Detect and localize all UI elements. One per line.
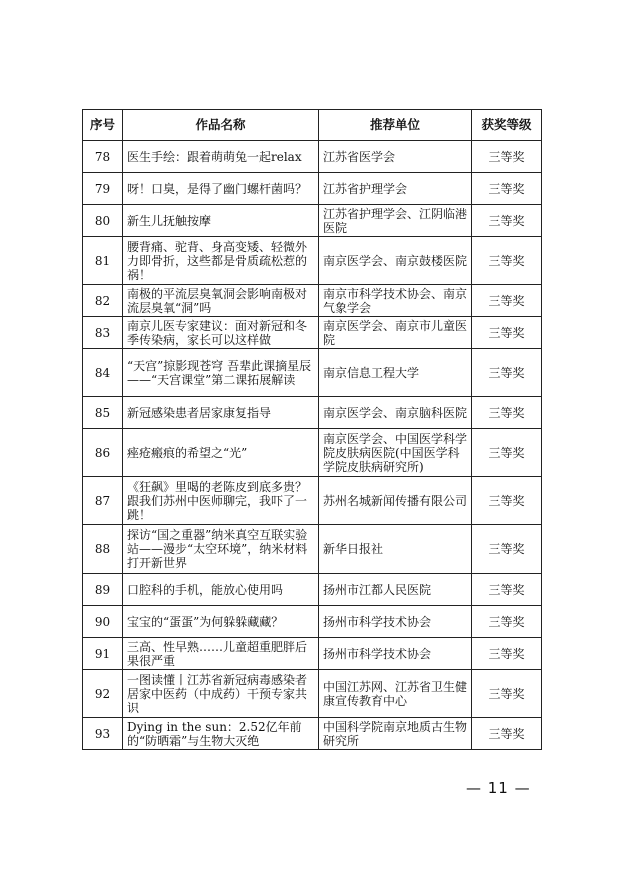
header-award-level: 获奖等级 — [472, 110, 542, 141]
cell-number: 79 — [83, 173, 123, 205]
cell-work-title: 三高、性早熟……儿童超重肥胖后果很严重 — [123, 638, 319, 670]
cell-recommending-unit: 南京医学会、南京脑科医院 — [319, 397, 472, 429]
cell-recommending-unit: 中国江苏网、江苏省卫生健康宣传教育中心 — [319, 670, 472, 718]
cell-recommending-unit: 南京医学会、南京鼓楼医院 — [319, 237, 472, 285]
header-work-title: 作品名称 — [123, 110, 319, 141]
table-row — [83, 574, 542, 606]
cell-number: 90 — [83, 606, 123, 638]
cell-award-level: 三等奖 — [472, 606, 542, 638]
cell-award-level: 三等奖 — [472, 141, 542, 173]
table-row — [83, 205, 542, 237]
cell-recommending-unit: 江苏省护理学会、江阴临港医院 — [319, 205, 472, 237]
header-recommending-unit: 推荐单位 — [319, 110, 472, 141]
table-header-row — [83, 110, 542, 141]
cell-award-level: 三等奖 — [472, 349, 542, 397]
table-row — [83, 525, 542, 574]
table-row — [83, 285, 542, 317]
cell-number: 81 — [83, 237, 123, 285]
cell-recommending-unit: 江苏省医学会 — [319, 141, 472, 173]
cell-work-title: 《狂飙》里喝的老陈皮到底多贵？跟我们苏州中医师聊完，我吓了一跳！ — [123, 477, 319, 525]
header-number: 序号 — [83, 110, 123, 141]
cell-work-title: 探访“国之重器”纳米真空互联实验站——漫步“太空环境”，纳米材料打开新世界 — [123, 525, 319, 574]
cell-work-title: 一图读懂丨江苏省新冠病毒感染者居家中医药（中成药）干预专家共识 — [123, 670, 319, 718]
table-row — [83, 638, 542, 670]
cell-award-level: 三等奖 — [472, 397, 542, 429]
table-body — [83, 141, 542, 750]
cell-work-title: 痤疮瘢痕的希望之“光” — [123, 429, 319, 477]
cell-award-level: 三等奖 — [472, 205, 542, 237]
cell-recommending-unit: 中国科学院南京地质古生物研究所 — [319, 718, 472, 750]
table-row — [83, 477, 542, 525]
cell-award-level: 三等奖 — [472, 285, 542, 317]
cell-recommending-unit: 扬州市科学技术协会 — [319, 638, 472, 670]
cell-number: 91 — [83, 638, 123, 670]
cell-work-title: Dying in the sun：2.52亿年前的“防晒霜”与生物大灭绝 — [123, 718, 319, 750]
table-row — [83, 141, 542, 173]
cell-number: 80 — [83, 205, 123, 237]
cell-number: 89 — [83, 574, 123, 606]
cell-number: 85 — [83, 397, 123, 429]
cell-work-title: 腰背痛、驼背、身高变矮、轻微外力即骨折，这些都是骨质疏松惹的祸！ — [123, 237, 319, 285]
cell-award-level: 三等奖 — [472, 237, 542, 285]
cell-award-level: 三等奖 — [472, 670, 542, 718]
cell-award-level: 三等奖 — [472, 477, 542, 525]
cell-award-level: 三等奖 — [472, 638, 542, 670]
table-row — [83, 429, 542, 477]
table-row — [83, 173, 542, 205]
table-row — [83, 718, 542, 750]
cell-award-level: 三等奖 — [472, 574, 542, 606]
awards-table — [82, 109, 542, 750]
cell-number: 82 — [83, 285, 123, 317]
cell-work-title: 新生儿抚触按摩 — [123, 205, 319, 237]
cell-recommending-unit: 扬州市科学技术协会 — [319, 606, 472, 638]
cell-number: 92 — [83, 670, 123, 718]
cell-work-title: “天宫”掠影现苍穹 吾辈此课摘星辰——“天宫课堂”第二课拓展解读 — [123, 349, 319, 397]
cell-work-title: 南极的平流层臭氧洞会影响南极对流层臭氧“洞”吗 — [123, 285, 319, 317]
table-row — [83, 670, 542, 718]
table-row — [83, 349, 542, 397]
cell-number: 83 — [83, 317, 123, 349]
cell-recommending-unit: 南京市科学技术协会、南京气象学会 — [319, 285, 472, 317]
cell-award-level: 三等奖 — [472, 317, 542, 349]
cell-work-title: 口腔科的手机，能放心使用吗 — [123, 574, 319, 606]
cell-award-level: 三等奖 — [472, 718, 542, 750]
page-number: — 11 — — [466, 779, 531, 797]
cell-recommending-unit: 南京医学会、南京市儿童医院 — [319, 317, 472, 349]
table-row — [83, 237, 542, 285]
cell-recommending-unit: 苏州名城新闻传播有限公司 — [319, 477, 472, 525]
cell-recommending-unit: 扬州市江都人民医院 — [319, 574, 472, 606]
cell-recommending-unit: 新华日报社 — [319, 525, 472, 574]
cell-award-level: 三等奖 — [472, 429, 542, 477]
cell-award-level: 三等奖 — [472, 525, 542, 574]
cell-number: 78 — [83, 141, 123, 173]
cell-number: 87 — [83, 477, 123, 525]
table-row — [83, 397, 542, 429]
cell-recommending-unit: 江苏省护理学会 — [319, 173, 472, 205]
cell-number: 93 — [83, 718, 123, 750]
cell-number: 88 — [83, 525, 123, 574]
cell-work-title: 宝宝的“蛋蛋”为何躲躲藏藏？ — [123, 606, 319, 638]
cell-work-title: 南京儿医专家建议：面对新冠和冬季传染病，家长可以这样做 — [123, 317, 319, 349]
cell-number: 86 — [83, 429, 123, 477]
table-row — [83, 606, 542, 638]
cell-award-level: 三等奖 — [472, 173, 542, 205]
cell-recommending-unit: 南京医学会、中国医学科学院皮肤病医院(中国医学科学院皮肤病研究所) — [319, 429, 472, 477]
cell-recommending-unit: 南京信息工程大学 — [319, 349, 472, 397]
table-row — [83, 317, 542, 349]
cell-work-title: 医生手绘：跟着萌萌兔一起relax — [123, 141, 319, 173]
cell-number: 84 — [83, 349, 123, 397]
cell-work-title: 新冠感染患者居家康复指导 — [123, 397, 319, 429]
cell-work-title: 呀！口臭，是得了幽门螺杆菌吗？ — [123, 173, 319, 205]
